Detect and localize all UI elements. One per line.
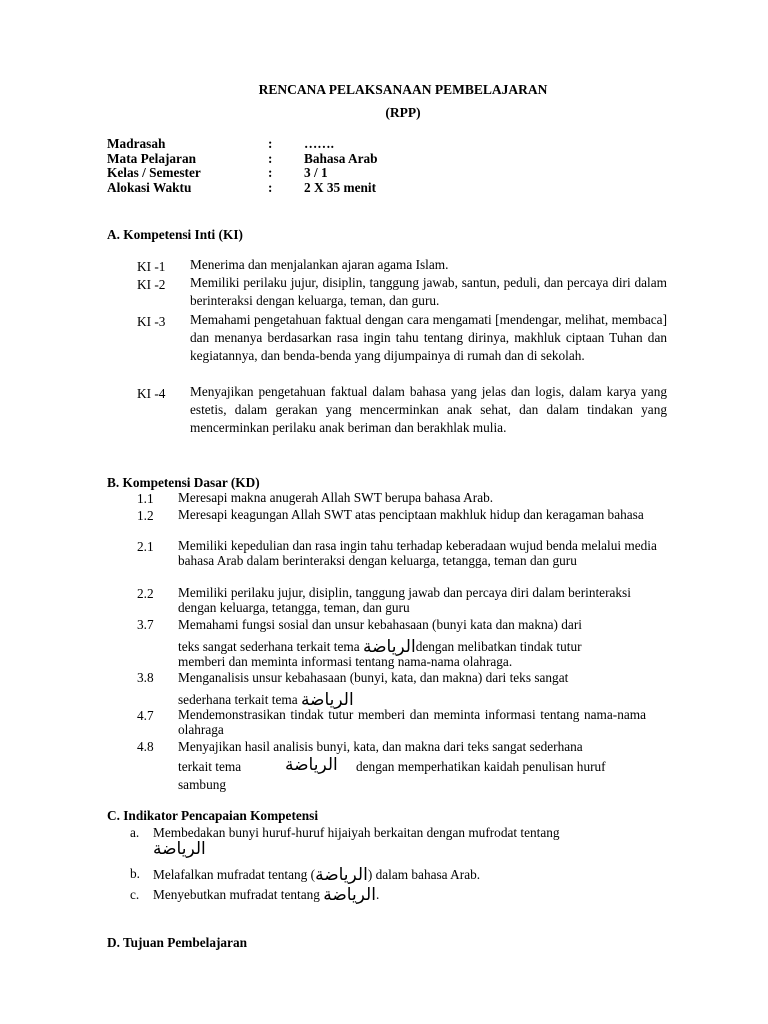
ki-code: KI -2 [137,277,166,292]
kd-number: 3.8 [137,670,154,685]
kd-text: terkait tema [178,759,242,774]
ki-code: KI -3 [137,314,166,329]
indicator-letter: b. [130,866,140,881]
indicator-text: Membedakan bunyi huruf-huruf hijaiyah berkaitan dengan mufrodat tentang [153,825,560,840]
kd-text: Menganalisis unsur kebahasaan (bunyi, kata, dan makna) dari teks sangat [178,670,569,685]
ki-code: KI -1 [137,259,166,274]
kd-text: memberi dan meminta informasi tentang nama-nama olahraga. [178,654,513,669]
kd-number: 2.2 [137,586,154,601]
arabic-term: الرياضة [153,839,206,859]
section-d-heading: D. Tujuan Pembelajaran [107,935,248,950]
ki-text: Menerima dan menjalankan ajaran agama Islam. [190,257,449,272]
arabic-term: الرياضة [362,637,416,657]
identity-separator: : [268,180,273,195]
kd-text: Meresapi keagungan Allah SWT atas penciptaan makhluk hidup dan keragaman bahasa [178,507,644,522]
identity-separator: : [268,136,273,151]
kd-number: 1.2 [137,508,154,523]
kd-text: sambung [178,777,227,792]
identity-label-mata-pelajaran: Mata Pelajaran [107,151,196,166]
arabic-term: الرياضة [300,690,354,710]
indicator-letter: c. [130,887,140,902]
ki-text: Menyajikan pengetahuan faktual dalam bahasa yang jelas dan logis, dalam karya yang estetis, dalam gerakan yang mencerminkan anak sehat, dan dalam tindakan yang mencerminkan perilaku anak beriman dan berakhlak mulia. [190,384,667,436]
section-a-heading: A. Kompetensi Inti (KI) [107,227,243,242]
identity-value-alokasi-waktu: 2 X 35 menit [304,180,377,195]
kd-number: 4.7 [137,708,154,723]
document-title: RENCANA PELAKSANAAN PEMBELAJARAN [258,82,548,97]
arabic-term: الرياضة [323,885,376,905]
indicator-letter: a. [130,825,140,840]
identity-value-kelas-semester: 3 / 1 [304,165,328,180]
indicator-text: Menyebutkan mufradat tentang الرياضة. [153,885,380,905]
identity-separator: : [268,151,273,166]
indicator-text: Melafalkan mufradat tentang (الرياضة) dalam bahasa Arab. [153,865,481,885]
kd-text: Memiliki perilaku jujur, disiplin, tanggung jawab dan percaya diri dalam berinteraksi dengan keluarga, tetangga, teman, dan guru [178,585,631,615]
identity-separator: : [268,165,273,180]
section-c-heading: C. Indikator Pencapaian Kompetensi [107,808,319,823]
ki-code: KI -4 [137,386,166,401]
arabic-term: الرياضة [285,755,338,775]
kd-text: sederhana terkait tema الرياضة [178,690,354,710]
identity-label-kelas-semester: Kelas / Semester [107,165,201,180]
kd-number: 1.1 [137,491,154,506]
ki-text: Memiliki perilaku jujur, disiplin, tanggung jawab, santun, peduli, dan percaya diri dalam berinteraksi dengan keluarga, teman, dan guru. [190,275,667,309]
ki-text: Memahami pengetahuan faktual dengan cara mengamati [mendengar, melihat, membaca] dan menanya berdasarkan rasa ingin tahu tentang dirinya, makhluk ciptaan Tuhan dan kegiatannya, dan benda-benda yang dijumpainya di rumah dan di sekolah. [190,312,667,364]
identity-value-madrasah: ……. [304,136,334,151]
document-subtitle: (RPP) [385,105,421,120]
kd-number: 4.8 [137,739,154,754]
kd-text: teks sangat sederhana terkait tema الرياضةdengan melibatkan tindak tutur [178,637,582,657]
identity-value-mata-pelajaran: Bahasa Arab [304,151,378,166]
section-b-heading: B. Kompetensi Dasar (KD) [107,475,260,490]
kd-text: Memiliki kepedulian dan rasa ingin tahu terhadap keberadaan wujud benda melalui media bahasa Arab dalam berinteraksi dengan keluarga, tetangga, teman dan guru [178,538,657,568]
kd-text: Menyajikan hasil analisis bunyi, kata, dan makna dari teks sangat sederhana [178,739,583,754]
kd-number: 3.7 [137,617,154,632]
kd-text: Meresapi makna anugerah Allah SWT berupa bahasa Arab. [178,490,494,505]
identity-label-alokasi-waktu: Alokasi Waktu [107,180,192,195]
kd-text: dengan memperhatikan kaidah penulisan huruf [356,759,606,774]
identity-label-madrasah: Madrasah [107,136,166,151]
arabic-term: الرياضة [315,865,368,885]
kd-number: 2.1 [137,539,154,554]
kd-text: Mendemonstrasikan tindak tutur memberi dan meminta informasi tentang nama-nama olahraga [178,707,646,737]
kd-text: Memahami fungsi sosial dan unsur kebahasaan (bunyi kata dan makna) dari [178,617,582,632]
